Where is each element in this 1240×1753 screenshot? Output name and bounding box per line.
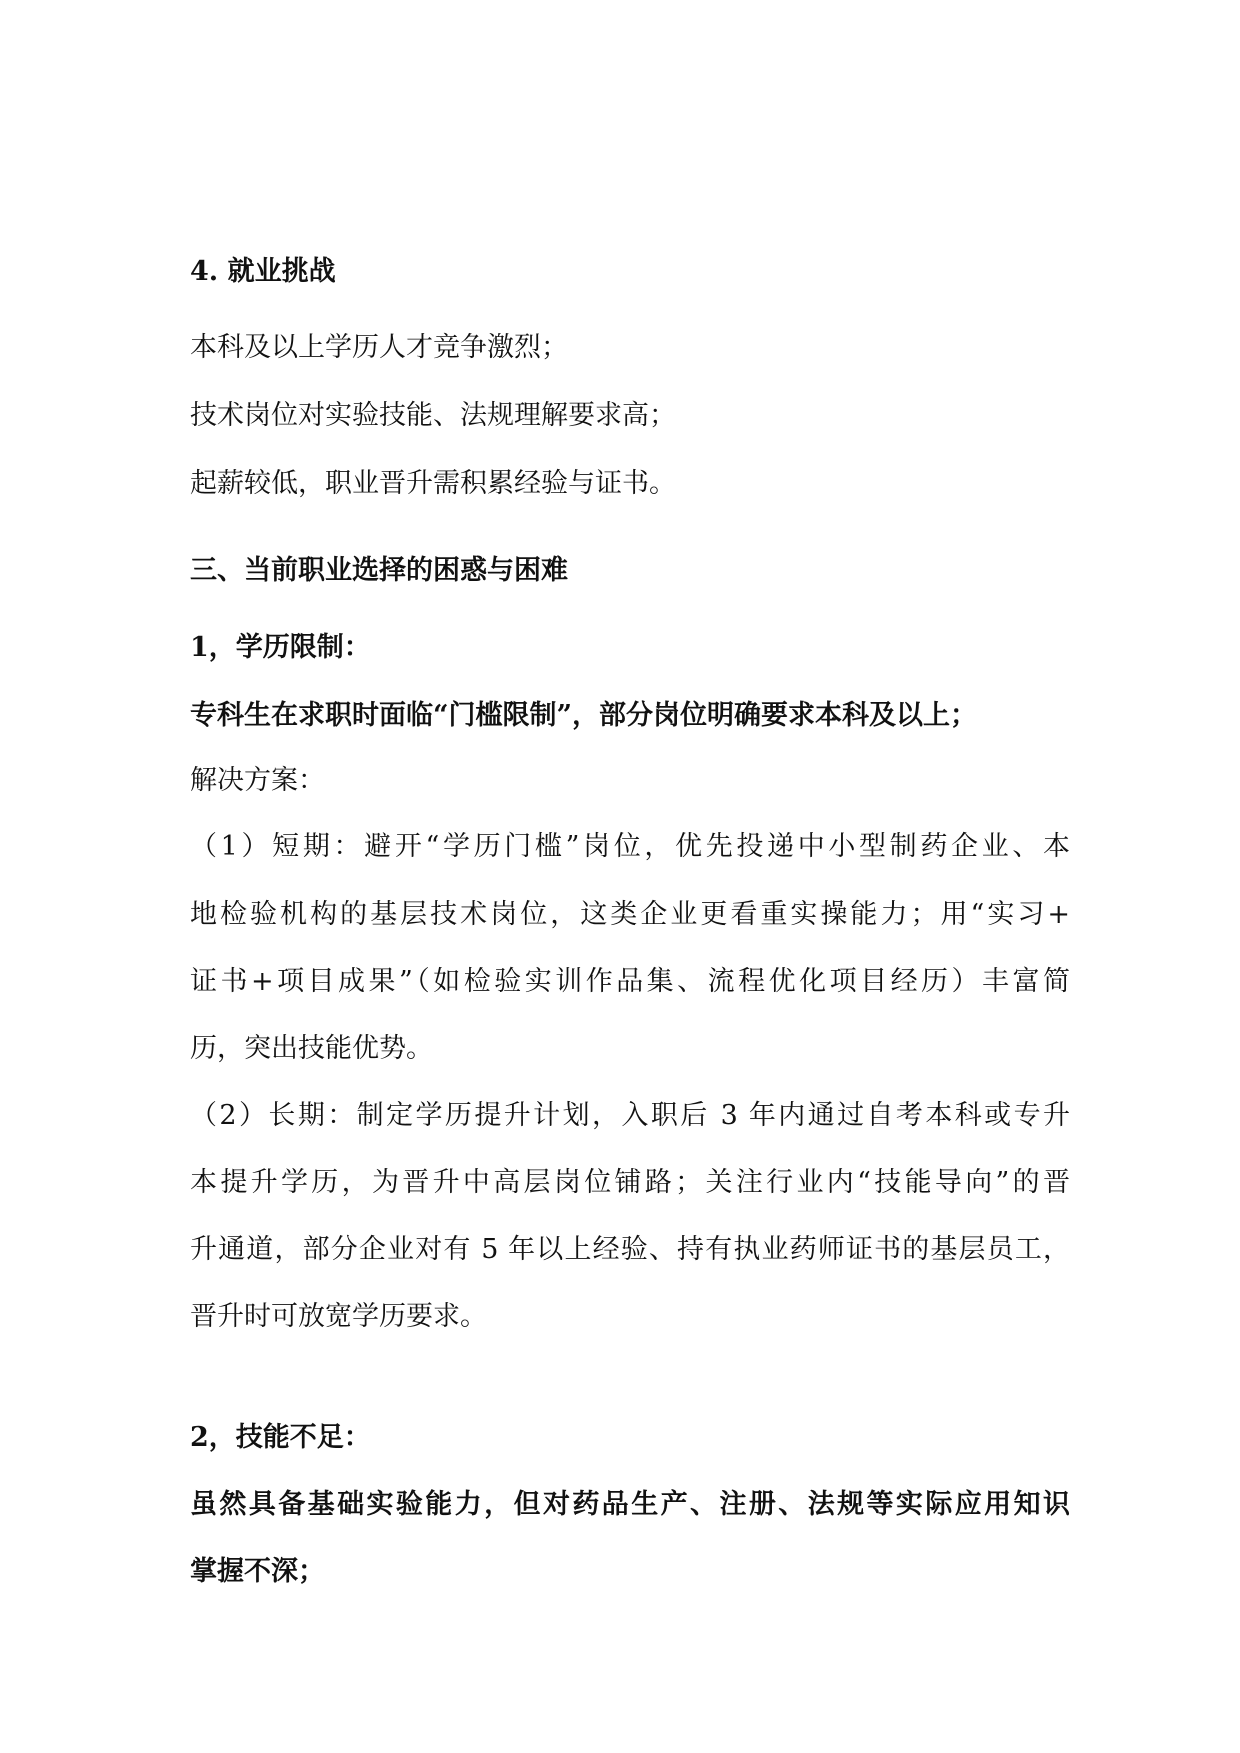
short-term-line-1: （1）短期：避开“学历门槛”岗位，优先投递中小型制药企业、本: [190, 831, 1070, 862]
long-term-line-3: 升通道，部分企业对有 5 年以上经验、持有执业药师证书的基层员工，: [190, 1234, 1070, 1265]
challenge-item-3: 起薪较低，职业晋升需积累经验与证书。: [190, 468, 676, 499]
long-term-line-2: 本提升学历，为晋升中高层岗位铺路；关注行业内“技能导向”的晋: [190, 1167, 1070, 1198]
challenge-item-1: 本科及以上学历人才竞争激烈；: [190, 332, 568, 363]
challenge-item-2: 技术岗位对实验技能、法规理解要求高；: [190, 400, 676, 431]
long-term-line-1: （2）长期：制定学历提升计划，入职后 3 年内通过自考本科或专升: [190, 1100, 1070, 1131]
short-term-line-3: 证书+项目成果”（如检验实训作品集、流程优化项目经历）丰富简: [190, 966, 1070, 997]
section-3-title: 三、当前职业选择的困惑与困难: [190, 555, 568, 586]
short-term-line-2: 地检验机构的基层技术岗位，这类企业更看重实操能力；用“实习+: [190, 899, 1070, 930]
section-4-title: 4. 就业挑战: [190, 256, 336, 287]
short-term-line-4: 历，突出技能优势。: [190, 1033, 433, 1064]
solution-label: 解决方案：: [190, 765, 325, 796]
problem-1-statement: 专科生在求职时面临“门槛限制”，部分岗位明确要求本科及以上；: [190, 700, 978, 731]
problem-2-statement-line-2: 掌握不深；: [190, 1556, 325, 1587]
long-term-line-4: 晋升时可放宽学历要求。: [190, 1301, 487, 1332]
problem-1-title: 1，学历限制：: [190, 632, 371, 663]
problem-2-title: 2，技能不足：: [190, 1422, 371, 1453]
problem-2-statement-line-1: 虽然具备基础实验能力，但对药品生产、注册、法规等实际应用知识: [190, 1489, 1070, 1520]
